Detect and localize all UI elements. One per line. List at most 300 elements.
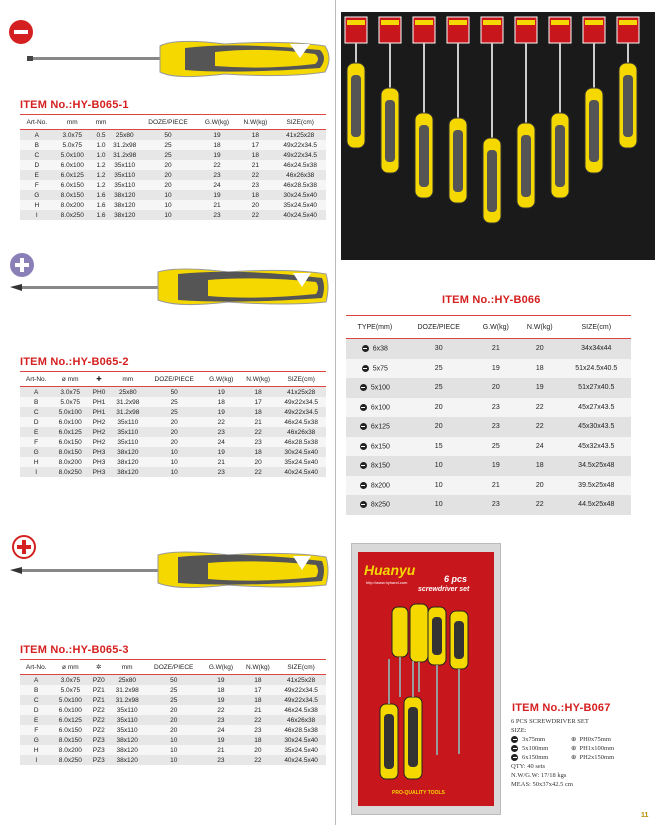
table-row (20, 447, 326, 457)
table-cell: F (20, 180, 54, 190)
hanging-screwdriver (617, 17, 639, 148)
table-cell: 19 (198, 190, 237, 200)
header-tip: ✚ (88, 372, 110, 387)
header-art-no: Art-No. (20, 372, 52, 387)
table-cell: 18 (240, 675, 277, 686)
table-cell: 20 (240, 745, 277, 755)
slotted-screwdriver-image (25, 28, 335, 93)
b066-table (346, 315, 631, 515)
table-cell: 20 (146, 427, 203, 437)
table-cell: 21 (198, 200, 237, 210)
size-slotted: 6x150mm (511, 753, 571, 762)
phillips-tip-icon: ⊕ (571, 754, 577, 761)
table-cell: 46x26x38 (274, 170, 326, 180)
b0651-table (20, 114, 326, 220)
table-cell: E (20, 715, 52, 725)
table-cell: 49x22x34.5 (276, 685, 326, 695)
table-cell: 10 (404, 476, 474, 496)
table-cell: PZ3 (88, 755, 109, 765)
table-cell: I (20, 467, 52, 477)
table-cell: 23 (474, 417, 518, 437)
table-cell: PH2 (88, 417, 110, 427)
table-cell: 34x34x44 (562, 339, 631, 359)
table-cell: 1.0 (91, 150, 111, 160)
table-cell: 41x25x28 (276, 387, 326, 398)
table-row (20, 427, 326, 437)
table-cell: 6.0x150 (54, 180, 91, 190)
table-cell: 25 (138, 140, 197, 150)
b067-pack-image (351, 543, 501, 815)
table-cell: 38x120 (111, 200, 138, 210)
hanging-screwdriver (345, 17, 367, 148)
table-cell: 20 (138, 160, 197, 170)
table-cell: 1.6 (91, 200, 111, 210)
table-cell: 20 (145, 705, 202, 715)
table-cell: 22 (203, 417, 240, 427)
table-cell: PZ2 (88, 705, 109, 715)
pack-count: 6 pcs (444, 574, 468, 584)
header-blade: mm (109, 660, 145, 675)
table-cell: 8.0x200 (52, 745, 88, 755)
table-cell: 8.0x150 (52, 447, 88, 457)
table-cell: A (20, 675, 52, 686)
table-cell: 24 (198, 180, 237, 190)
table-cell: 10 (145, 735, 202, 745)
table-cell: D (20, 705, 52, 715)
table-cell: 10 (146, 457, 203, 467)
header-nw: N.W(kg) (240, 660, 277, 675)
table-cell: 25 (404, 378, 474, 398)
table-cell: 35x110 (111, 170, 138, 180)
table-cell: 10 (404, 495, 474, 515)
table-cell: PH3 (88, 467, 110, 477)
type-label: 5x75 (372, 364, 388, 372)
table-cell (346, 476, 404, 496)
table-row (346, 476, 631, 496)
table-cell: 18 (240, 407, 277, 417)
table-cell: 38x120 (110, 457, 146, 467)
phillips-screwdriver-image (8, 260, 330, 315)
header-dia: mm (54, 115, 91, 130)
table-cell: 23 (474, 398, 518, 418)
table-cell: 21 (474, 339, 518, 359)
slotted-tip-icon (360, 423, 367, 430)
table-cell: 30x24.5x40 (276, 735, 326, 745)
table-cell: 25 (145, 685, 202, 695)
table-cell: 38x120 (110, 447, 146, 457)
table-cell: 10 (145, 745, 202, 755)
table-cell: 21 (202, 745, 239, 755)
slotted-tip-icon (362, 365, 369, 372)
table-cell: 35x110 (109, 715, 145, 725)
table-cell: PZ3 (88, 745, 109, 755)
table-cell: 22 (240, 427, 277, 437)
table-cell: 23 (236, 180, 274, 190)
slotted-tip-icon (362, 345, 369, 352)
table-cell: 17 (240, 397, 277, 407)
table-cell: H (20, 745, 52, 755)
header-tip: ✲ (88, 660, 109, 675)
table-cell: 35x110 (110, 437, 146, 447)
table-row (20, 387, 326, 398)
table-cell: 35x110 (109, 725, 145, 735)
table-cell: 25 (146, 407, 203, 417)
b0651-title: ITEM No.:HY-B065-1 (20, 99, 129, 111)
table-row (20, 695, 326, 705)
table-cell: 5.0x75 (54, 140, 91, 150)
table-cell: 49x22x34.5 (274, 140, 326, 150)
table-cell: E (20, 170, 54, 180)
table-cell: PZ2 (88, 725, 109, 735)
table-cell: 51x24.5x40.5 (562, 359, 631, 379)
table-cell: G (20, 190, 54, 200)
table-cell: 25 (146, 397, 203, 407)
table-cell: 1.0 (91, 140, 111, 150)
size-phillips: ⊕ PH0x75mm (571, 736, 611, 743)
table-cell: G (20, 735, 52, 745)
table-cell: 38x120 (109, 735, 145, 745)
type-label: 6x100 (370, 403, 390, 411)
table-cell: 22 (198, 160, 237, 170)
header-gw: G.W(kg) (198, 115, 237, 130)
table-cell: I (20, 210, 54, 220)
b067-info (511, 717, 656, 789)
table-cell: 24 (518, 437, 562, 457)
size-slotted: 5x100mm (511, 744, 571, 753)
table-cell: 19 (474, 359, 518, 379)
table-row (20, 755, 326, 765)
table-cell: 22 (518, 398, 562, 418)
b0652-table (20, 371, 326, 477)
pack-screwdrivers (372, 599, 482, 789)
table-cell (346, 456, 404, 476)
table-cell: 6.0x125 (54, 170, 91, 180)
slotted-tip-icon (360, 482, 367, 489)
size-phillips: ⊕ PH1x100mm (571, 745, 615, 752)
header-blade: mm (110, 372, 146, 387)
table-cell: 10 (404, 456, 474, 476)
table-cell: 8.0x250 (52, 755, 88, 765)
type-label: 8x150 (370, 462, 390, 470)
table-cell: 40x24.5x40 (276, 755, 326, 765)
header-blade: mm (91, 115, 111, 130)
table-cell: 50 (146, 387, 203, 398)
table-cell: 25 (145, 695, 202, 705)
table-cell: 5.0x100 (52, 407, 88, 417)
table-row (20, 200, 326, 210)
table-cell: 18 (240, 735, 277, 745)
table-cell: 34.5x25x48 (562, 456, 631, 476)
table-row (20, 437, 326, 447)
type-label: 8x200 (370, 481, 390, 489)
header-size: SIZE(cm) (274, 115, 326, 130)
pack-url: http://www.hyhand.com (366, 580, 408, 585)
table-cell: 23 (240, 725, 277, 735)
table-cell: 24 (203, 437, 240, 447)
table-cell: 25x80 (109, 675, 145, 686)
table-cell: D (20, 417, 52, 427)
table-row (20, 190, 326, 200)
table-cell: 17 (236, 140, 274, 150)
table-row (346, 456, 631, 476)
table-cell: 24 (202, 725, 239, 735)
table-row (346, 378, 631, 398)
size-row (511, 735, 656, 744)
table-cell: 20 (518, 476, 562, 496)
table-cell: 30x24.5x40 (274, 190, 326, 200)
table-cell: 19 (202, 695, 239, 705)
table-cell: 46x26x38 (276, 715, 326, 725)
table-cell: 8.0x250 (54, 210, 91, 220)
header-gw: G.W(kg) (203, 372, 240, 387)
table-cell: 18 (518, 456, 562, 476)
table-cell: 23 (203, 427, 240, 437)
b067-title: ITEM No.:HY-B067 (512, 702, 611, 714)
table-row (20, 705, 326, 715)
table-cell: 46x24.5x38 (276, 705, 326, 715)
hanging-screwdriver (583, 17, 605, 173)
table-cell: I (20, 755, 52, 765)
table-cell: 50 (138, 130, 197, 141)
slotted-tip-icon (511, 754, 518, 761)
table-cell: 8.0x200 (52, 457, 88, 467)
table-cell: A (20, 130, 54, 141)
size-row (511, 753, 656, 762)
table-cell: PH2 (88, 437, 110, 447)
table-row (20, 397, 326, 407)
table-cell: 46x26x38 (276, 427, 326, 437)
table-cell: 30 (404, 339, 474, 359)
table-cell: 35x110 (110, 417, 146, 427)
table-cell: PH0 (88, 387, 110, 398)
table-cell: 45x27x43.5 (562, 398, 631, 418)
table-cell: 6.0x125 (52, 427, 88, 437)
b0653-table (20, 659, 326, 765)
table-cell: 8.0x250 (52, 467, 88, 477)
table-cell: 46x28.5x38 (276, 437, 326, 447)
table-cell: 20 (145, 725, 202, 735)
header-type: TYPE(mm) (346, 316, 404, 339)
table-row (20, 457, 326, 467)
table-cell (346, 437, 404, 457)
table-cell: 45x32x43.5 (562, 437, 631, 457)
header-art-no: Art-No. (20, 660, 52, 675)
table-cell: 19 (202, 735, 239, 745)
table-cell: 23 (202, 715, 239, 725)
table-cell: 10 (138, 210, 197, 220)
table-cell: 35x110 (111, 160, 138, 170)
table-cell: 21 (236, 160, 274, 170)
table-cell: 19 (518, 378, 562, 398)
table-row (20, 745, 326, 755)
table-cell: 38x120 (110, 467, 146, 477)
table-cell: PZ0 (88, 675, 109, 686)
table-cell: 25 (138, 150, 197, 160)
table-cell: 31.2x98 (113, 151, 137, 159)
table-cell: 31.2x98 (110, 407, 146, 417)
table-cell: 22 (240, 467, 277, 477)
table-cell: 20 (474, 378, 518, 398)
table-cell: 3.0x75 (54, 130, 91, 141)
hanging-screwdriver (515, 17, 537, 208)
table-cell: 22 (518, 495, 562, 515)
table-cell: PH3 (88, 457, 110, 467)
table-cell: D (20, 160, 54, 170)
type-label: 8x250 (370, 501, 390, 509)
table-cell: 8.0x150 (54, 190, 91, 200)
hanging-screwdriver (413, 17, 435, 198)
table-cell: 10 (145, 755, 202, 765)
table-cell: 3.0x75 (52, 387, 88, 398)
table-cell: 18 (203, 397, 240, 407)
header-size: SIZE(cm) (276, 660, 326, 675)
table-cell: B (20, 685, 52, 695)
table-cell: 23 (240, 437, 277, 447)
table-cell: 1.6 (91, 190, 111, 200)
table-cell: 10 (146, 447, 203, 457)
table-cell: 35x110 (111, 180, 138, 190)
header-size: SIZE(cm) (562, 316, 631, 339)
b066-screwdrivers-image (341, 12, 655, 260)
table-row (20, 170, 326, 180)
table-cell: H (20, 200, 54, 210)
table-cell: 49x22x34.5 (276, 695, 326, 705)
table-cell: 18 (198, 140, 237, 150)
slotted-tip-icon (360, 404, 367, 411)
table-cell: 19 (203, 387, 240, 398)
table-cell: 21 (240, 417, 277, 427)
pozidriv-screwdriver-image (8, 543, 330, 598)
table-cell: 8.0x200 (54, 200, 91, 210)
table-cell (346, 495, 404, 515)
header-nw: N.W(kg) (236, 115, 274, 130)
table-cell: 35x110 (109, 705, 145, 715)
header-gw: G.W(kg) (474, 316, 518, 339)
table-cell: E (20, 427, 52, 437)
table-cell: 40x24.5x40 (274, 210, 326, 220)
right-panel (335, 0, 660, 825)
table-row (20, 210, 326, 220)
table-cell: 1.6 (91, 210, 111, 220)
table-cell: 3.0x75 (52, 675, 88, 686)
table-cell: 6.0x150 (52, 437, 88, 447)
table-cell: 35x110 (110, 427, 146, 437)
table-row (20, 715, 326, 725)
table-cell: 1.2 (91, 180, 111, 190)
table-cell: 23 (203, 467, 240, 477)
table-cell: G (20, 447, 52, 457)
table-cell: 20 (240, 457, 277, 467)
slotted-tip-icon (511, 736, 518, 743)
table-cell: PZ1 (88, 695, 109, 705)
table-cell: 20 (146, 417, 203, 427)
header-dia: ø mm (52, 372, 88, 387)
table-cell: 51x27x40.5 (562, 378, 631, 398)
table-row (20, 140, 326, 150)
table-cell: 46x24.5x38 (274, 160, 326, 170)
table-cell: 10 (146, 467, 203, 477)
header-art-no: Art-No. (20, 115, 54, 130)
pack-footer: PRO-QUALITY TOOLS (392, 790, 445, 796)
table-cell: 6.0x100 (54, 160, 91, 170)
table-cell: 39.5x25x48 (562, 476, 631, 496)
header-gw: G.W(kg) (202, 660, 239, 675)
table-cell: 22 (236, 210, 274, 220)
slotted-tip-icon (360, 443, 367, 450)
table-cell: 38x120 (109, 745, 145, 755)
table-cell: 35x24.5x40 (276, 745, 326, 755)
table-cell: PH1 (88, 397, 110, 407)
table-cell: PZ1 (88, 685, 109, 695)
pack-name: screwdriver set (418, 586, 470, 593)
table-row (346, 398, 631, 418)
table-cell: 31.2x98 (109, 685, 145, 695)
slotted-tip-icon (511, 745, 518, 752)
b066-photo (341, 12, 655, 260)
hanging-screwdriver (447, 17, 469, 203)
table-cell: 22 (236, 170, 274, 180)
table-cell: 18 (236, 190, 274, 200)
table-cell: 46x28.5x38 (276, 725, 326, 735)
table-cell: 5.0x75 (52, 685, 88, 695)
table-cell: 49x22x34.5 (276, 407, 326, 417)
table-cell: PH1 (88, 407, 110, 417)
table-cell: 20 (518, 339, 562, 359)
table-cell: 21 (203, 457, 240, 467)
table-cell: F (20, 725, 52, 735)
phillips-tip-icon: ⊕ (571, 736, 577, 743)
table-cell: 6.0x125 (52, 715, 88, 725)
table-cell: 22 (240, 715, 277, 725)
table-cell: 20 (145, 715, 202, 725)
table-cell: 45x30x43.5 (562, 417, 631, 437)
table-row (346, 495, 631, 515)
table-cell: 22 (202, 705, 239, 715)
header-doze: DOZE/PIECE (138, 115, 197, 130)
header-doze: DOZE/PIECE (404, 316, 474, 339)
table-cell: B (20, 140, 54, 150)
table-row (20, 685, 326, 695)
table-cell: 41x25x28 (274, 130, 326, 141)
table-cell: 17 (240, 685, 277, 695)
b0653-title: ITEM No.:HY-B065-3 (20, 644, 129, 656)
b067-size-label: SIZE: (511, 727, 527, 734)
slotted-tip-icon (360, 462, 367, 469)
header-blank (111, 115, 138, 130)
table-cell: 6.0x150 (52, 725, 88, 735)
table-cell: 23 (198, 210, 237, 220)
table-row (346, 437, 631, 457)
table-cell: 38x120 (111, 210, 138, 220)
table-cell (346, 378, 404, 398)
type-label: 5x100 (370, 384, 390, 392)
b067-qty: QTY: 40 sets (511, 763, 546, 770)
table-cell: H (20, 457, 52, 467)
pack-brand: Huanyu (364, 562, 416, 578)
table-cell: 21 (240, 705, 277, 715)
table-row (20, 150, 326, 160)
hanging-screwdriver (379, 17, 401, 173)
size-row (511, 744, 656, 753)
table-row (20, 735, 326, 745)
b066-title: ITEM No.:HY-B066 (442, 294, 541, 306)
slotted-tip-icon (360, 501, 367, 508)
table-cell: 30x24.5x40 (276, 447, 326, 457)
table-cell: 18 (240, 447, 277, 457)
table-cell: 38x120 (111, 190, 138, 200)
table-cell: 1.2 (91, 170, 111, 180)
table-cell: 23 (474, 495, 518, 515)
